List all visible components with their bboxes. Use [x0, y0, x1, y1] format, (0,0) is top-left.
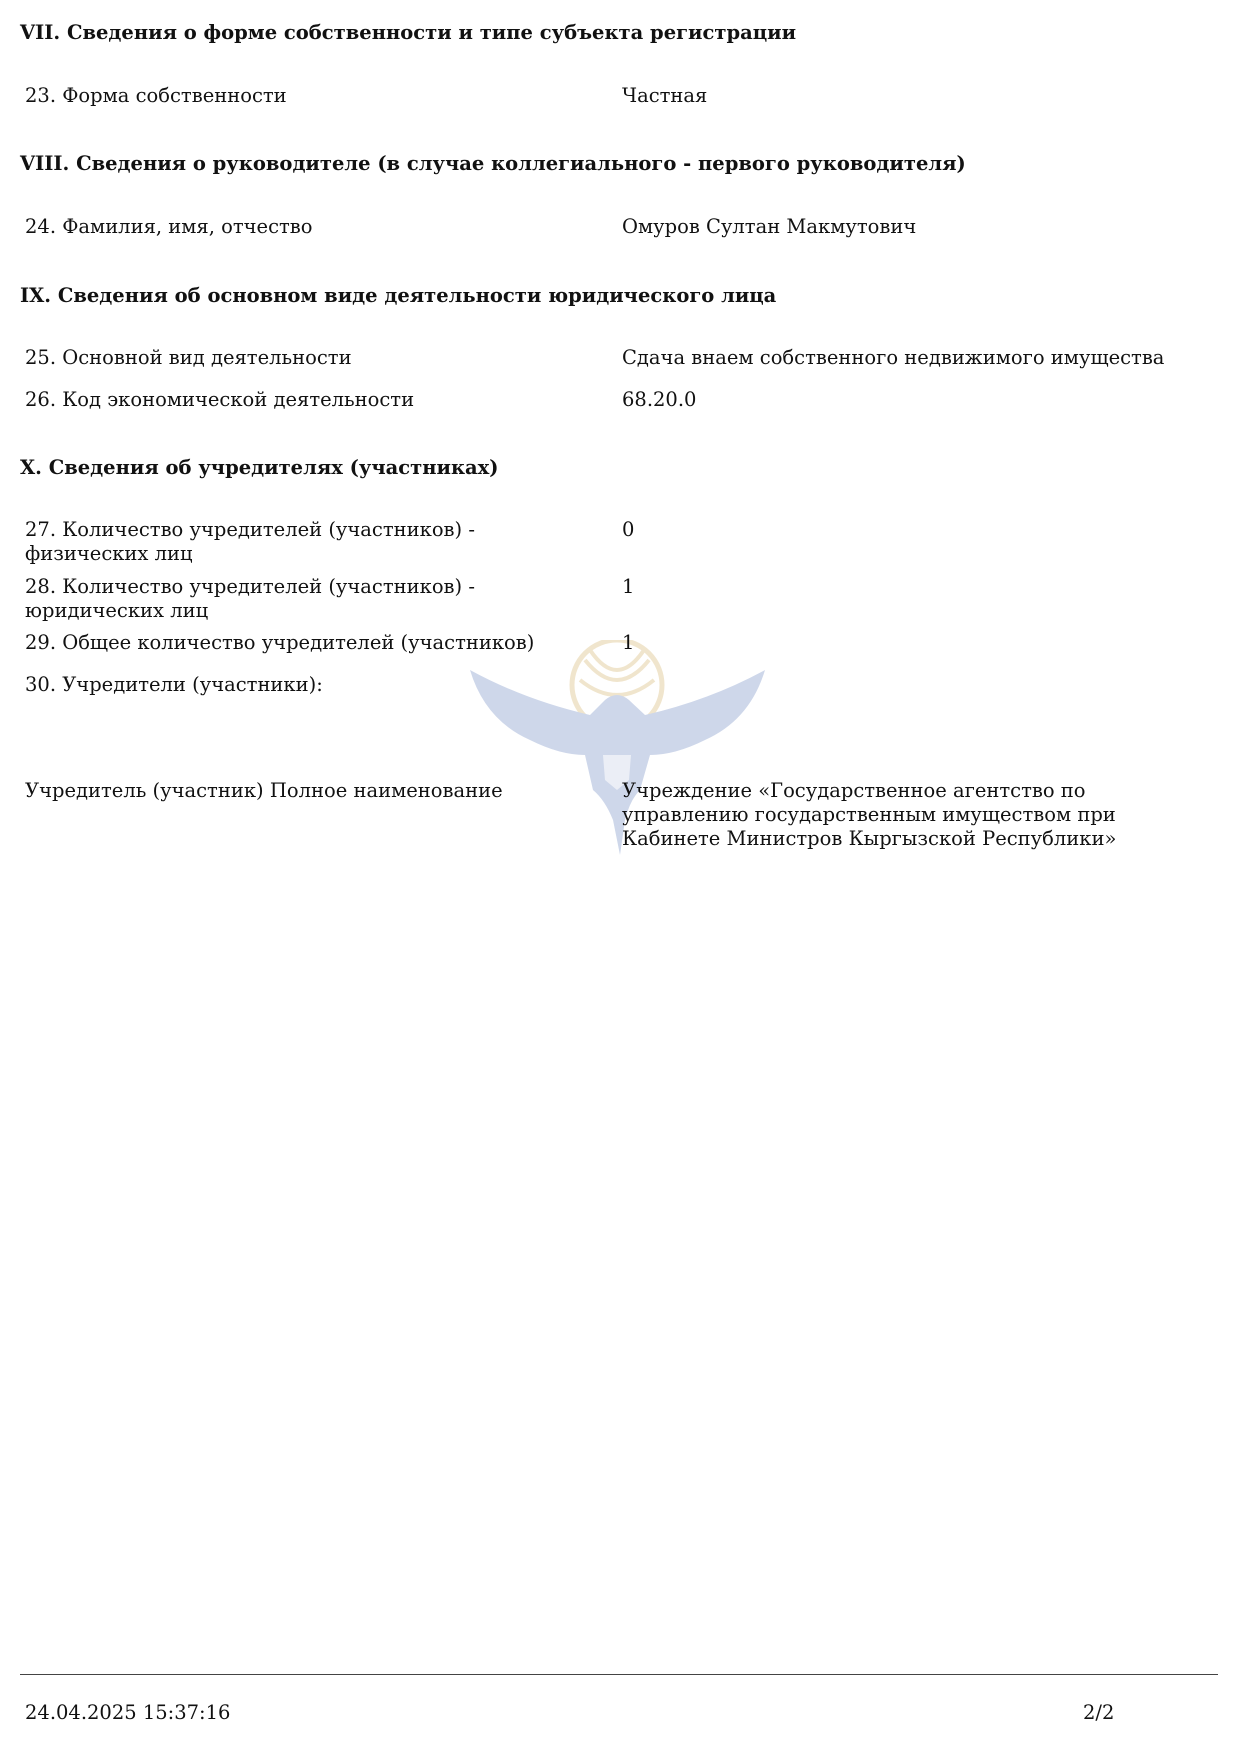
field-value: Сдача внаем собственного недвижимого имущества	[622, 346, 1165, 369]
field-value: 1	[622, 631, 635, 654]
footer-divider	[20, 1674, 1218, 1675]
section-heading: IX. Сведения об основном виде деятельности юридического лица	[20, 284, 777, 307]
field-label: 23. Форма собственности	[25, 84, 287, 107]
section-heading: X. Сведения об учредителях (участниках)	[20, 456, 499, 479]
field-value: 68.20.0	[622, 388, 697, 411]
field-label: 29. Общее количество учредителей (участников)	[25, 631, 535, 654]
field-label: Учредитель (участник) Полное наименование	[25, 779, 503, 802]
field-value: Омуров Султан Макмутович	[622, 215, 917, 238]
field-label: 27. Количество учредителей (участников) - физических лиц	[25, 518, 475, 565]
field-value: 1	[622, 575, 635, 598]
field-value: 0	[622, 518, 635, 541]
field-label: 26. Код экономической деятельности	[25, 388, 415, 411]
field-label: 25. Основной вид деятельности	[25, 346, 352, 369]
field-label: 28. Количество учредителей (участников) - юридических лиц	[25, 575, 475, 622]
field-value: Учреждение «Государственное агентство по управлению государственным имуществом при Кабинете Министров Кыргызской Республики»	[622, 779, 1117, 850]
field-label: 24. Фамилия, имя, отчество	[25, 215, 313, 238]
field-label: 30. Учредители (участники):	[25, 673, 323, 696]
print-timestamp: 24.04.2025 15:37:16	[25, 1701, 231, 1724]
section-heading: VII. Сведения о форме собственности и типе субъекта регистрации	[20, 21, 797, 44]
field-value: Частная	[622, 84, 708, 107]
section-heading: VIII. Сведения о руководителе (в случае коллегиального - первого руководителя)	[20, 152, 966, 175]
page-number: 2/2	[1083, 1701, 1115, 1724]
